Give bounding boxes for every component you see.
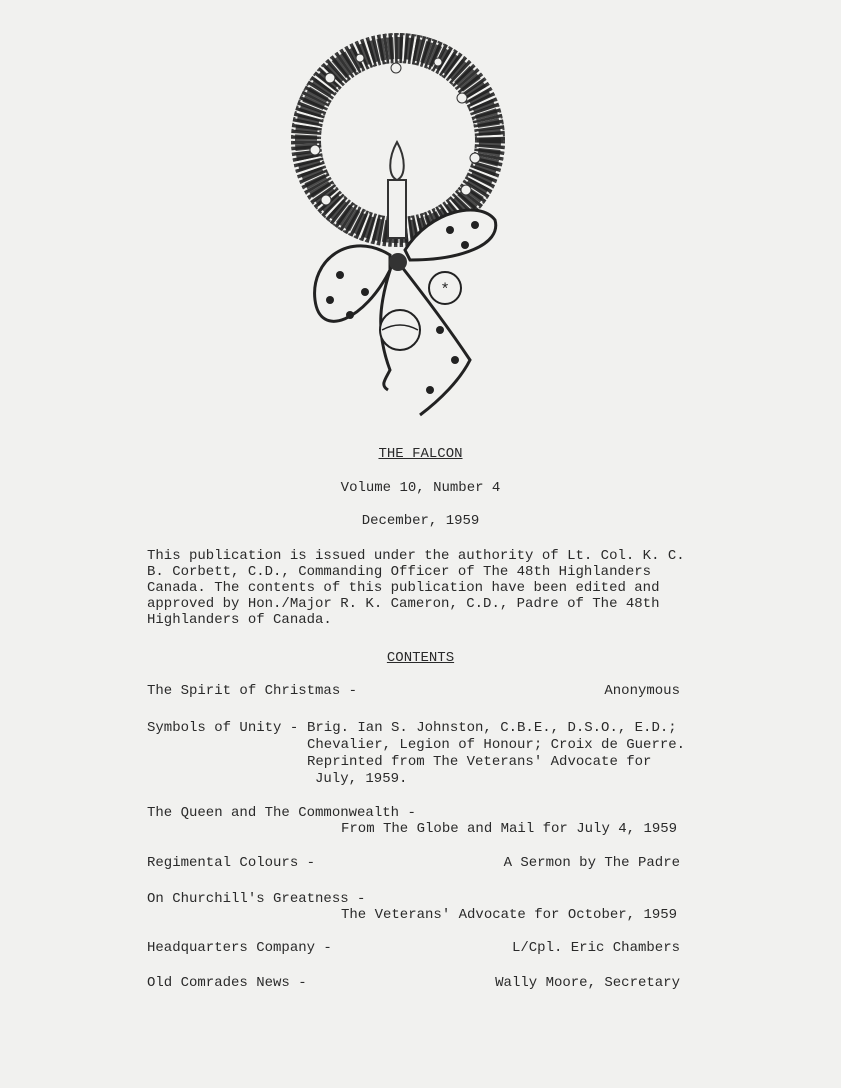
entry-title: Headquarters Company - bbox=[147, 940, 332, 956]
intro-line: Canada. The contents of this publication have been edited and bbox=[147, 580, 660, 596]
svg-text:*: * bbox=[440, 281, 450, 299]
intro-line: This publication is issued under the authority of Lt. Col. K. C. bbox=[147, 548, 685, 564]
entry-source: Wally Moore, Secretary bbox=[495, 975, 680, 991]
entry-source-line: Chevalier, Legion of Honour; Croix de Guerre. bbox=[307, 737, 686, 753]
entry-title: On Churchill's Greatness - bbox=[147, 891, 366, 907]
publication-date: December, 1959 bbox=[361, 513, 480, 529]
entry-title: The Queen and The Commonwealth - bbox=[147, 805, 416, 821]
christmas-wreath-candle-icon bbox=[270, 30, 530, 420]
publication-volume: Volume 10, Number 4 bbox=[340, 480, 501, 496]
entry-source: Anonymous bbox=[604, 683, 680, 699]
entry-source: A Sermon by The Padre bbox=[503, 855, 680, 871]
entry-source-line: Brig. Ian S. Johnston, C.B.E., D.S.O., E.D.; bbox=[307, 720, 677, 736]
intro-paragraph bbox=[147, 548, 692, 628]
entry-source-line: Reprinted from The Veterans' Advocate for bbox=[307, 754, 652, 770]
intro-line: approved by Hon./Major R. K. Cameron, C.D., Padre of The 48th bbox=[147, 596, 660, 612]
entry-source: L/Cpl. Eric Chambers bbox=[511, 940, 680, 956]
entry-source-line: July, 1959. bbox=[315, 771, 408, 787]
intro-line: Highlanders of Canada. bbox=[147, 612, 332, 628]
entry-title: The Spirit of Christmas - bbox=[147, 683, 358, 699]
intro-line: B. Corbett, C.D., Commanding Officer of The 48th Highlanders bbox=[147, 564, 652, 580]
entry-source: From The Globe and Mail for July 4, 1959 bbox=[341, 821, 678, 837]
entry-source: The Veterans' Advocate for October, 1959 bbox=[341, 907, 678, 923]
entry-title: Symbols of Unity - bbox=[147, 720, 299, 736]
entry-title: Old Comrades News - bbox=[147, 975, 307, 991]
publication-title: THE FALCON bbox=[378, 446, 463, 462]
contents-heading: CONTENTS bbox=[386, 650, 455, 666]
entry-title: Regimental Colours - bbox=[147, 855, 316, 871]
